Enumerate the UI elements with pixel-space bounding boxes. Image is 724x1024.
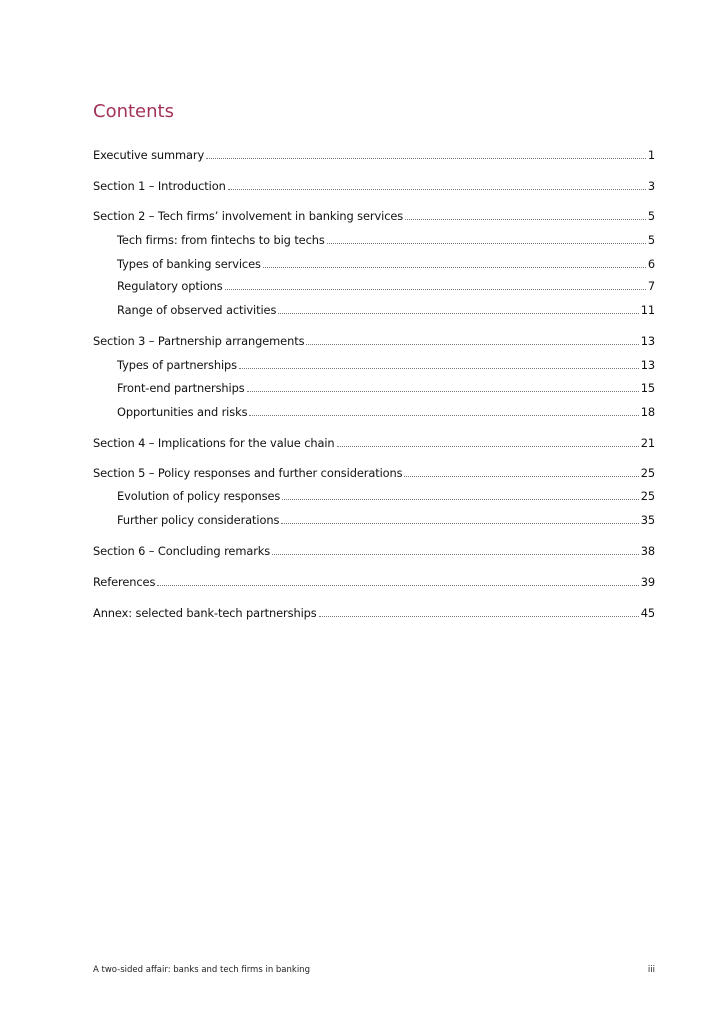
toc-entry[interactable]: [93, 379, 655, 397]
toc-leader-dots: [405, 219, 646, 220]
toc-leader-dots: [278, 313, 638, 314]
toc-entry-page-number: 5: [647, 233, 655, 247]
toc-entry-page-number: 5: [647, 209, 655, 223]
toc-entry-label: Types of partnerships: [117, 358, 237, 372]
toc-entry-page-number: 39: [640, 575, 655, 589]
footer-page-number: iii: [647, 965, 655, 975]
toc-entry-page-number: 18: [640, 405, 655, 419]
toc-entry[interactable]: [93, 604, 655, 622]
toc-entry-page-number: 1: [647, 148, 655, 162]
toc-entry-label: Section 3 – Partnership arrangements: [93, 334, 305, 348]
toc-leader-dots: [404, 476, 638, 477]
toc-leader-dots: [337, 446, 639, 447]
toc-leader-dots: [281, 523, 638, 524]
toc-entry[interactable]: [93, 434, 655, 452]
toc-entry[interactable]: [93, 573, 655, 591]
toc-entry[interactable]: [93, 146, 655, 164]
toc-entry-page-number: 7: [647, 279, 655, 293]
toc-entry[interactable]: [93, 542, 655, 560]
toc-entry-label: Section 4 – Implications for the value chain: [93, 436, 335, 450]
toc-entry-label: Further policy considerations: [117, 513, 280, 527]
toc-entry[interactable]: [93, 332, 655, 350]
toc-entry-label: Executive summary: [93, 148, 205, 162]
toc-entry-label: Section 1 – Introduction: [93, 179, 226, 193]
toc-leader-dots: [263, 267, 646, 268]
toc-leader-dots: [319, 616, 639, 617]
toc-entry[interactable]: [93, 255, 655, 273]
toc-entry-page-number: 15: [640, 381, 655, 395]
toc-entry-label: Section 6 – Concluding remarks: [93, 544, 271, 558]
toc-entry[interactable]: [93, 464, 655, 482]
toc-entry[interactable]: [93, 231, 655, 249]
toc-leader-dots: [225, 289, 646, 290]
toc-entry-label: Front-end partnerships: [117, 381, 245, 395]
toc-leader-dots: [282, 499, 638, 500]
toc-entry[interactable]: [93, 403, 655, 421]
toc-entry-page-number: 25: [640, 489, 655, 503]
toc-entry[interactable]: [93, 177, 655, 195]
toc-entry-label: Types of banking services: [117, 257, 261, 271]
toc-entry-label: Annex: selected bank-tech partnerships: [93, 606, 317, 620]
toc-entry[interactable]: [93, 487, 655, 505]
toc-entry-page-number: 45: [640, 606, 655, 620]
contents-title: Contents: [93, 101, 174, 122]
toc-entry-page-number: 3: [647, 179, 655, 193]
toc-entry[interactable]: [93, 301, 655, 319]
toc-entry-page-number: 21: [640, 436, 655, 450]
toc-entry-label: Tech firms: from fintechs to big techs: [117, 233, 325, 247]
footer-document-title: A two-sided affair: banks and tech firms in banking: [93, 965, 310, 975]
toc-entry[interactable]: [93, 356, 655, 374]
toc-leader-dots: [327, 243, 646, 244]
toc-leader-dots: [157, 585, 638, 586]
toc-entry-label: Evolution of policy responses: [117, 489, 281, 503]
toc-entry-label: Section 2 – Tech firms’ involvement in banking services: [93, 209, 404, 223]
toc-leader-dots: [206, 158, 646, 159]
toc-entry-label: Opportunities and risks: [117, 405, 248, 419]
toc-entry-label: Section 5 – Policy responses and further considerations: [93, 466, 403, 480]
toc-entry-page-number: 25: [640, 466, 655, 480]
toc-leader-dots: [306, 344, 638, 345]
page-footer: [93, 965, 655, 975]
toc-entry-label: Range of observed activities: [117, 303, 277, 317]
toc-leader-dots: [228, 189, 646, 190]
toc-entry-page-number: 35: [640, 513, 655, 527]
toc-entry[interactable]: [93, 511, 655, 529]
toc-entry-page-number: 6: [647, 257, 655, 271]
toc-entry-label: Regulatory options: [117, 279, 223, 293]
toc-leader-dots: [239, 368, 639, 369]
toc-entry-page-number: 13: [640, 358, 655, 372]
toc-entry-page-number: 11: [640, 303, 655, 317]
toc-leader-dots: [247, 391, 639, 392]
toc-entry-page-number: 38: [640, 544, 655, 558]
toc-leader-dots: [249, 415, 638, 416]
toc-entry[interactable]: [93, 277, 655, 295]
toc-leader-dots: [272, 554, 639, 555]
toc-entry-label: References: [93, 575, 156, 589]
toc-entry-page-number: 13: [640, 334, 655, 348]
toc-entry[interactable]: [93, 207, 655, 225]
